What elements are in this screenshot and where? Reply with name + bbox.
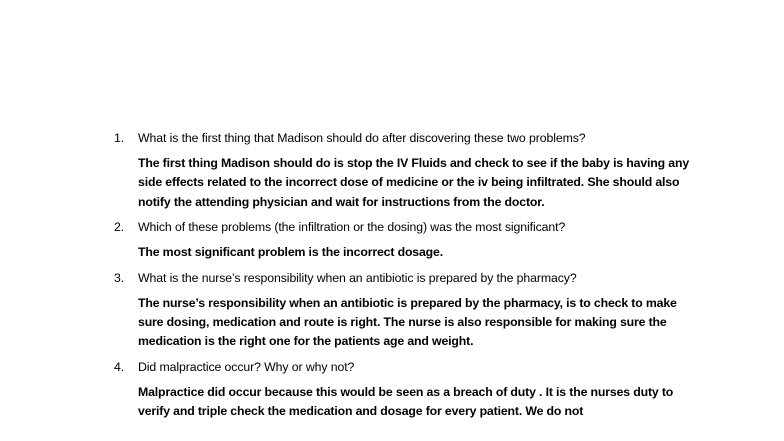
question-answer-list — [114, 129, 704, 428]
answer-text: The most significant problem is the incorrect dosage. — [138, 245, 443, 260]
list-item — [114, 358, 704, 422]
question — [114, 358, 704, 376]
question-number: 3. — [114, 270, 125, 285]
list-item — [114, 129, 704, 212]
answer-text: The first thing Madison should do is stop the IV Fluids and check to see if the baby is having any side effects related to the incorrect dose of medicine or the iv being infiltrated. She should also notify the attending physician and wait for instructions from the doctor. — [138, 156, 690, 209]
list-item — [114, 218, 704, 262]
question-text: What is the first thing that Madison should do after discovering these two problems? — [138, 131, 586, 145]
question-number: 2. — [114, 220, 125, 235]
question-text: Which of these problems (the infiltration or the dosing) was the most significant? — [138, 220, 566, 235]
answer-text: Malpractice did occur because this would be seen as a breach of duty . It is the nurses duty to verify and triple check the medication and dosage for every patient. We do not — [138, 384, 674, 419]
question — [114, 218, 704, 236]
answer-text: The nurse’s responsibility when an antibiotic is prepared by the pharmacy, is to check to make sure dosing, medication and route is right. The nurse is also responsible for making sure the medication is the right one for the patients age and weight. — [138, 295, 677, 349]
question-number: 4. — [114, 359, 125, 374]
question-text: What is the nurse’s responsibility when an antibiotic is prepared by the pharmacy? — [138, 270, 577, 285]
question-text: Did malpractice occur? Why or why not? — [138, 359, 355, 374]
question-number: 1. — [114, 131, 125, 145]
question — [114, 129, 704, 147]
question — [114, 269, 704, 287]
list-item — [114, 269, 704, 352]
